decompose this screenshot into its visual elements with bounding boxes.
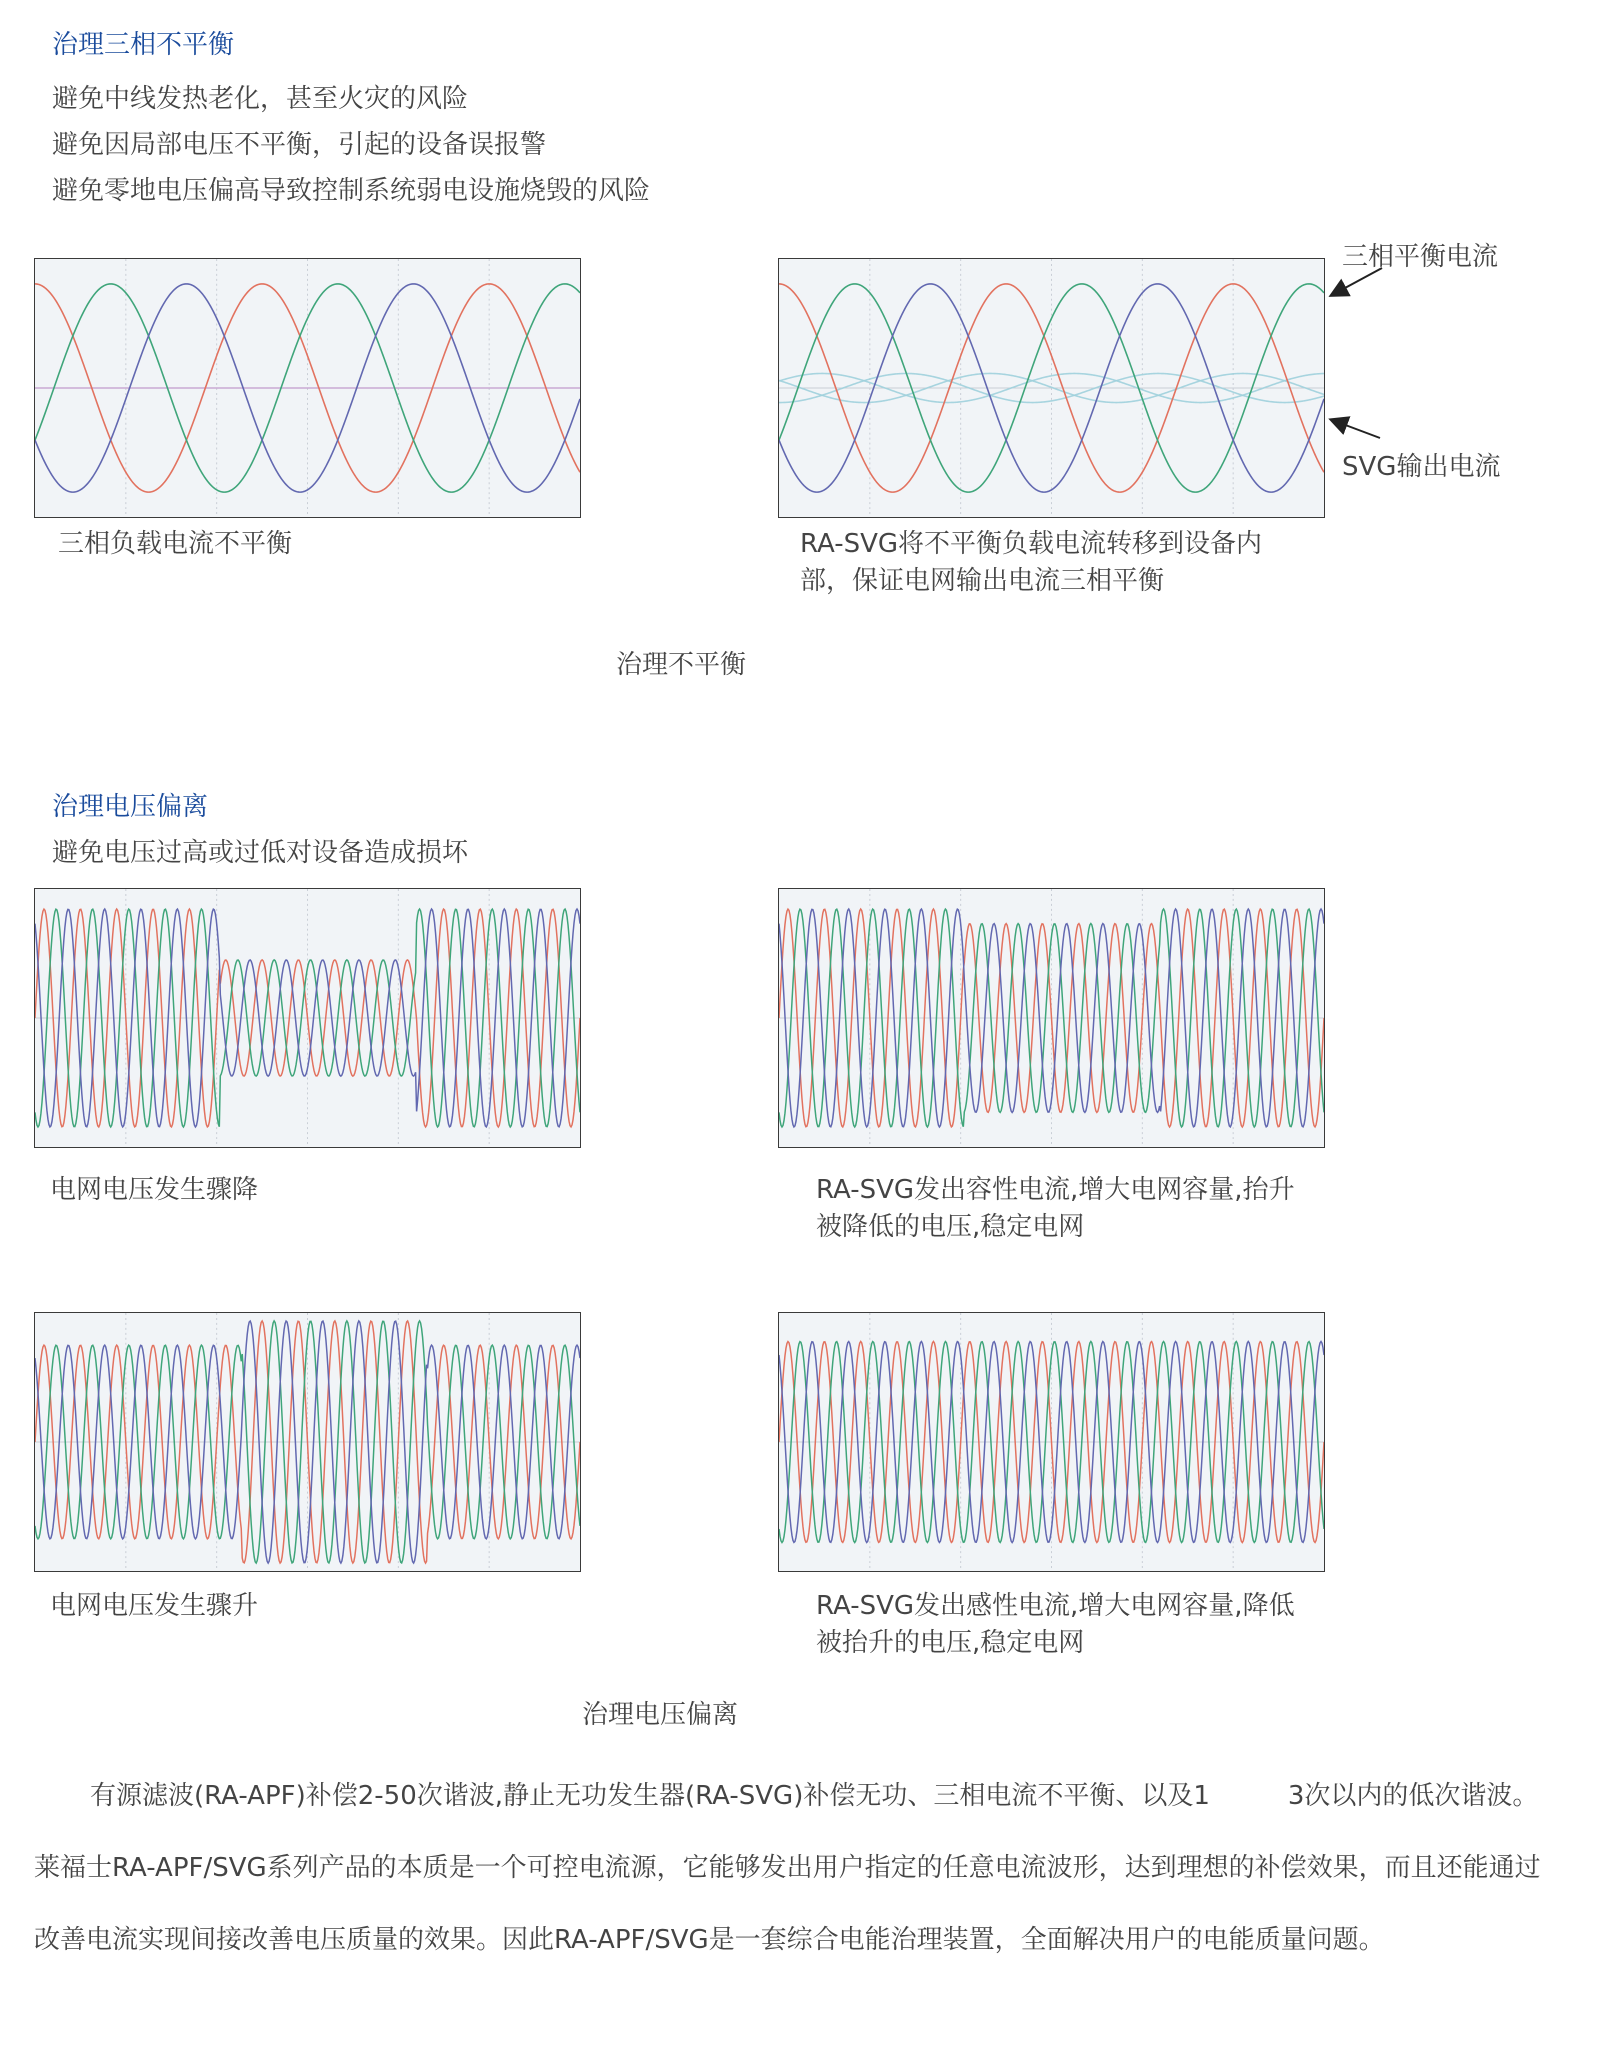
caption-voltage-sag: 电网电压发生骤降	[50, 1175, 259, 1205]
arrow-to-balanced	[1332, 268, 1382, 295]
waveform-panel-voltage-swell	[34, 1312, 581, 1572]
annotation-arrows	[1310, 255, 1430, 455]
center-caption-unbalance: 治理不平衡	[616, 650, 747, 680]
caption-unbalanced-load: 三相负载电流不平衡	[58, 529, 293, 559]
section-heading-unbalance: 治理三相不平衡	[52, 30, 235, 60]
waveform-chart	[779, 259, 1324, 517]
caption-swell-compensated: RA-SVG发出感性电流,增大电网容量,降低被抬升的电压,稳定电网	[816, 1591, 1295, 1658]
bullet-line: 避免因局部电压不平衡，引起的设备误报警	[52, 130, 547, 160]
waveform-chart	[35, 1313, 580, 1571]
bullet-line: 避免零地电压偏高导致控制系统弱电设施烧毁的风险	[52, 176, 651, 206]
annotation-svg-current: SVG输出电流	[1342, 452, 1501, 482]
center-caption-voltage: 治理电压偏离	[582, 1700, 739, 1730]
bullet-line: 避免电压过高或过低对设备造成损坏	[52, 838, 469, 868]
caption-voltage-swell: 电网电压发生骤升	[50, 1591, 259, 1621]
bullet-line: 避免中线发热老化，甚至火灾的风险	[52, 84, 469, 114]
waveform-chart	[779, 1313, 1324, 1571]
section-heading-voltage: 治理电压偏离	[52, 792, 209, 822]
caption-sag-compensated: RA-SVG发出容性电流,增大电网容量,抬升被降低的电压,稳定电网	[816, 1175, 1295, 1242]
waveform-panel-sag-compensated	[778, 888, 1325, 1148]
waveform-chart	[35, 259, 580, 517]
annotation-balanced-current: 三相平衡电流	[1342, 242, 1499, 272]
waveform-panel-balanced-output	[778, 258, 1325, 518]
waveform-chart	[35, 889, 580, 1147]
arrow-to-svg	[1332, 420, 1380, 438]
waveform-chart	[779, 889, 1324, 1147]
waveform-panel-voltage-sag	[34, 888, 581, 1148]
caption-balanced-output: RA-SVG将不平衡负载电流转移到设备内部，保证电网输出电流三相平衡	[800, 529, 1263, 596]
waveform-panel-swell-compensated	[778, 1312, 1325, 1572]
summary-paragraph: 有源滤波(RA-APF)补偿2-50次谐波,静止无功发生器(RA-SVG)补偿无功、三相电流不平衡、以及1 3次以内的低次谐波。莱福士RA-APF/SVG系列产品的本质是一个可控电流源，它能够发出用户指定的任意电流波形，达到理想的补偿效果，而且还能通过改善电流实现间接改善电压质量的效果。因此RA-APF/SVG是一套综合电能治理装置，全面解决用户的电能质量问题。	[34, 1781, 1541, 1955]
waveform-panel-unbalanced-load	[34, 258, 581, 518]
